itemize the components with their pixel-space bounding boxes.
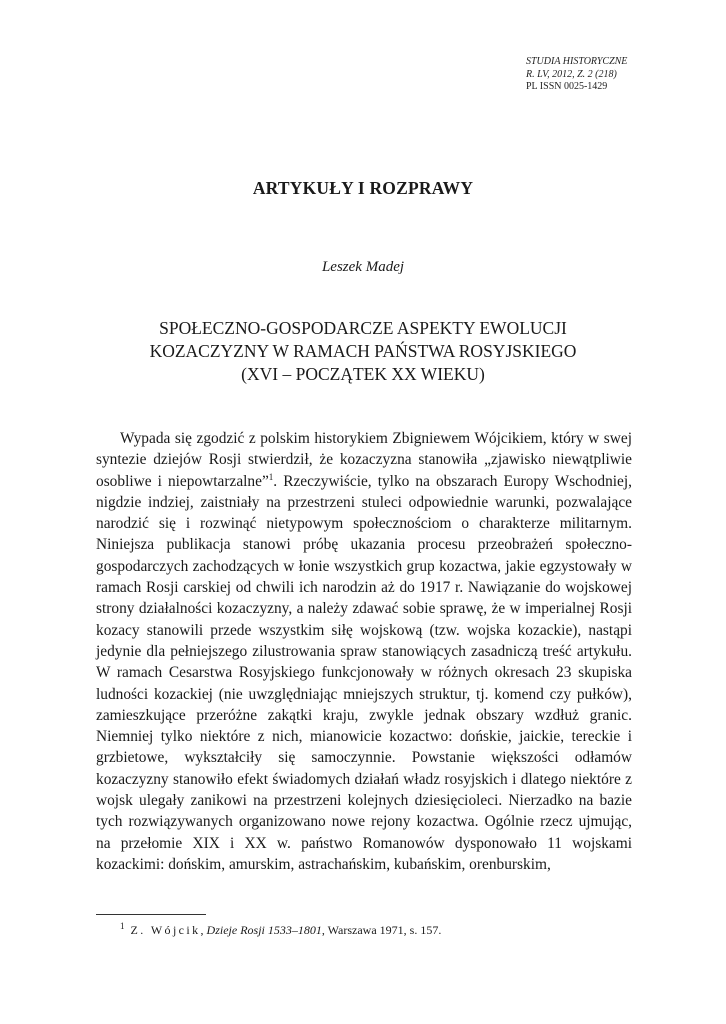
footnote-divider bbox=[96, 914, 206, 915]
footnote-work-title: Dzieje Rosji 1533–1801 bbox=[206, 923, 322, 937]
footnote bbox=[120, 923, 640, 938]
article-title bbox=[0, 317, 726, 386]
footnote-details: , Warszawa 1971, s. 157. bbox=[321, 923, 442, 937]
journal-volume: R. LV, 2012, Z. 2 (218) bbox=[526, 68, 617, 80]
journal-name: STUDIA HISTORYCZNE bbox=[526, 56, 628, 67]
author-name: Leszek Madej bbox=[321, 259, 405, 275]
title-line-2: KOZACZYZNY W RAMACH PAŃSTWA ROSYJSKIEGO bbox=[149, 341, 577, 361]
body-text-part-1: Wypada się zgodzić z polskim historykiem Zbigniewem Wójcikiem, który w swej syntezie dziejów Rosji stwierdził, że kozaczyzna stanowiła „zjawisko niewątpliwie osobliwe i niepowtarzalne” bbox=[96, 430, 632, 490]
footnote-author: Z. Wójcik bbox=[130, 923, 201, 937]
body-paragraph bbox=[96, 428, 632, 875]
footnote-reference: 1 bbox=[268, 471, 274, 482]
journal-issn: PL ISSN 0025-1429 bbox=[526, 81, 608, 92]
body-text-part-2: . Rzeczywiście, tylko na obszarach Europy Wschodniej, nigdzie indziej, zaistniały na przestrzeni stuleci odpowiednie warunki, pozwalające narodzić się i rozwinąć nietypowym społecznościom o charakterze militarnym. Niniejsza publikacja stanowi próbę ukazania procesu przeobrażeń społeczno-gospodarczych zachodzących w łonie wszystkich grup kozactwa, jakie egzystowały w ramach Rosji carskiej od chwili ich narodzin aż do 1917 r. Nawiązanie do wojskowej strony działalności kozaczyzny, a należy zdawać sobie sprawę, że w imperialnej Rosji kozacy stanowili przede wszystkim siłę wojskową (tzw. wojska kozackie), nastąpi jedynie dla pełniejszego zilustrowania spraw stanowiących zasadniczą treść artykułu. W ramach Cesarstwa Rosyjskiego funkcjonowały w różnych okresach 23 skupiska ludności kozackiej (nie uwzględniając mniejszych struktur, tj. komend czy pułków), zamieszkujące przeróżne zakątki kraju, zwykle jednak obszary wzdłuż granic. Niemniej tylko niektóre z nich, mianowicie kozactwo: dońskie, jaickie, tereckie i grzbietowe, wykształciły się samoczynnie. Powstanie większości odłamów kozaczyzny stanowiło efekt świadomych działań władz rosyjskich i dlatego niektóre z wojsk ulegały zanikowi na przestrzeni kolejnych dziesięcioleci. Nierzadko na bazie tych rozwiązywanych organizowano nowe rejony kozactwa. Ogólnie rzecz ujmując, na przełomie XIX i XX w. państwo Romanowów dysponowało 11 wojskami kozackimi: dońskim, amurskim, astrachańskim, kubańskim, orenburskim, bbox=[96, 472, 632, 873]
journal-info bbox=[526, 56, 716, 94]
section-heading: ARTYKUŁY I ROZPRAWY bbox=[252, 178, 474, 198]
footnote-number: 1 bbox=[120, 921, 125, 931]
title-line-3: (XVI – POCZĄTEK XX WIEKU) bbox=[241, 364, 485, 384]
footnote-separator: , bbox=[200, 923, 207, 937]
title-line-1: SPOŁECZNO-GOSPODARCZE ASPEKTY EWOLUCJI bbox=[159, 318, 567, 338]
